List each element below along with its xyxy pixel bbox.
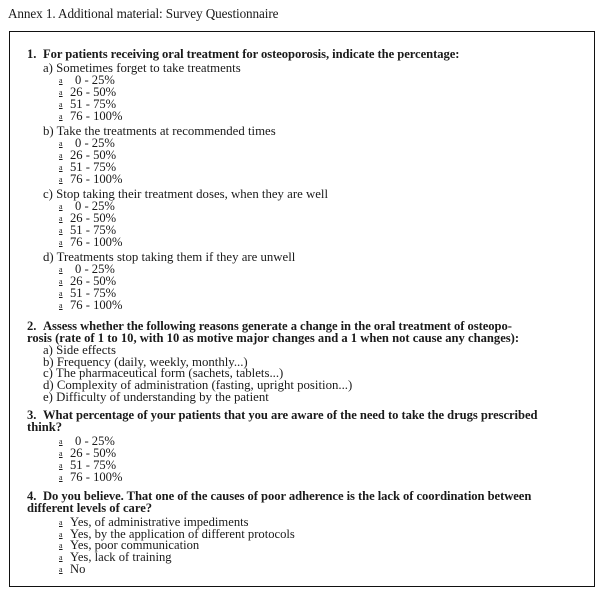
checkbox-icon[interactable]: a	[59, 139, 63, 148]
question-text: For patients receiving oral treatment for osteoporosis, indicate the percentage:	[43, 47, 460, 61]
checkbox-icon[interactable]: a	[59, 449, 63, 458]
checkbox-icon[interactable]: a	[59, 175, 63, 184]
question-number: 3.	[27, 408, 37, 422]
question-3-heading	[27, 409, 537, 421]
checkbox-icon[interactable]: a	[59, 226, 63, 235]
checkbox-icon[interactable]: a	[59, 437, 63, 446]
q3-option-1[interactable]: a 0 - 25%	[59, 434, 115, 448]
checkbox-icon[interactable]: a	[59, 518, 63, 527]
checkbox-icon[interactable]: a	[59, 100, 63, 109]
question-3-heading-cont: think?	[27, 420, 63, 434]
q2-subitem-b: b) Frequency (daily, weekly, monthly...)	[43, 355, 248, 369]
checkbox-icon[interactable]: a	[59, 163, 63, 172]
q1c-option-2[interactable]: a 26 - 50%	[59, 211, 117, 225]
checkbox-icon[interactable]: a	[59, 553, 63, 562]
q2-subitem-a: a) Side effects	[43, 343, 116, 357]
q1c-option-3[interactable]: a 51 - 75%	[59, 223, 117, 237]
checkbox-icon[interactable]: a	[59, 265, 63, 274]
q3-option-3[interactable]: a 51 - 75%	[59, 458, 117, 472]
q2-subitem-d: d) Complexity of administration (fasting, upright position...)	[43, 378, 353, 392]
question-number: 2.	[27, 319, 37, 333]
q4-option-5[interactable]: a No	[59, 562, 86, 576]
q1b-option-1[interactable]: a 0 - 25%	[59, 136, 115, 150]
question-2-heading-cont: rosis (rate of 1 to 10, with 10 as motive major changes and a 1 when not cause any changes):	[27, 331, 520, 345]
checkbox-icon[interactable]: a	[59, 88, 63, 97]
question-text: Do you believe. That one of the causes of poor adherence is the lack of coordination between	[43, 489, 532, 503]
q1d-option-2[interactable]: a 26 - 50%	[59, 274, 117, 288]
checkbox-icon[interactable]: a	[59, 277, 63, 286]
checkbox-icon[interactable]: a	[59, 112, 63, 121]
question-4-heading-cont: different levels of care?	[27, 501, 153, 515]
question-number: 4.	[27, 489, 37, 503]
q1a-option-1[interactable]: a 0 - 25%	[59, 73, 115, 87]
q1a-option-3[interactable]: a 51 - 75%	[59, 97, 117, 111]
q3-option-4[interactable]: a 76 - 100%	[59, 470, 123, 484]
q1-subitem-d: d) Treatments stop taking them if they are unwell	[43, 250, 296, 264]
q1d-option-4[interactable]: a 76 - 100%	[59, 298, 123, 312]
q4-option-3[interactable]: a Yes, poor communication	[59, 538, 200, 552]
checkbox-icon[interactable]: a	[59, 289, 63, 298]
question-text: What percentage of your patients that you are aware of the need to take the drugs prescribed	[43, 408, 538, 422]
q1-subitem-a: a) Sometimes forget to take treatments	[43, 61, 241, 75]
q1d-option-1[interactable]: a 0 - 25%	[59, 262, 115, 276]
checkbox-icon[interactable]: a	[59, 214, 63, 223]
annex-title: Annex 1. Additional material: Survey Questionnaire	[8, 6, 279, 21]
q1-subitem-c: c) Stop taking their treatment doses, when they are well	[43, 187, 328, 201]
q1a-option-2[interactable]: a 26 - 50%	[59, 85, 117, 99]
checkbox-icon[interactable]: a	[59, 565, 63, 574]
checkbox-icon[interactable]: a	[59, 151, 63, 160]
checkbox-icon[interactable]: a	[59, 76, 63, 85]
q3-option-2[interactable]: a 26 - 50%	[59, 446, 117, 460]
q1c-option-4[interactable]: a 76 - 100%	[59, 235, 123, 249]
q1-subitem-b: b) Take the treatments at recommended times	[43, 124, 276, 138]
checkbox-icon[interactable]: a	[59, 202, 63, 211]
q1c-option-1[interactable]: a 0 - 25%	[59, 199, 115, 213]
checkbox-icon[interactable]: a	[59, 541, 63, 550]
q4-option-2[interactable]: a Yes, by the application of different protocols	[59, 527, 295, 541]
checkbox-icon[interactable]: a	[59, 530, 63, 539]
q2-subitem-e: e) Difficulty of understanding by the patient	[43, 390, 269, 404]
q4-option-4[interactable]: a Yes, lack of training	[59, 550, 172, 564]
question-number: 1.	[27, 47, 37, 61]
q1b-option-2[interactable]: a 26 - 50%	[59, 148, 117, 162]
q2-subitem-c: c) The pharmaceutical form (sachets, tablets...)	[43, 366, 284, 380]
question-1-heading	[27, 48, 459, 60]
q1b-option-4[interactable]: a 76 - 100%	[59, 172, 123, 186]
q1d-option-3[interactable]: a 51 - 75%	[59, 286, 117, 300]
q4-option-1[interactable]: a Yes, of administrative impediments	[59, 515, 249, 529]
q1a-option-4[interactable]: a 76 - 100%	[59, 109, 123, 123]
q1b-option-3[interactable]: a 51 - 75%	[59, 160, 117, 174]
checkbox-icon[interactable]: a	[59, 473, 63, 482]
checkbox-icon[interactable]: a	[59, 301, 63, 310]
checkbox-icon[interactable]: a	[59, 461, 63, 470]
checkbox-icon[interactable]: a	[59, 238, 63, 247]
question-text: Assess whether the following reasons generate a change in the oral treatment of osteopo-	[43, 319, 512, 333]
